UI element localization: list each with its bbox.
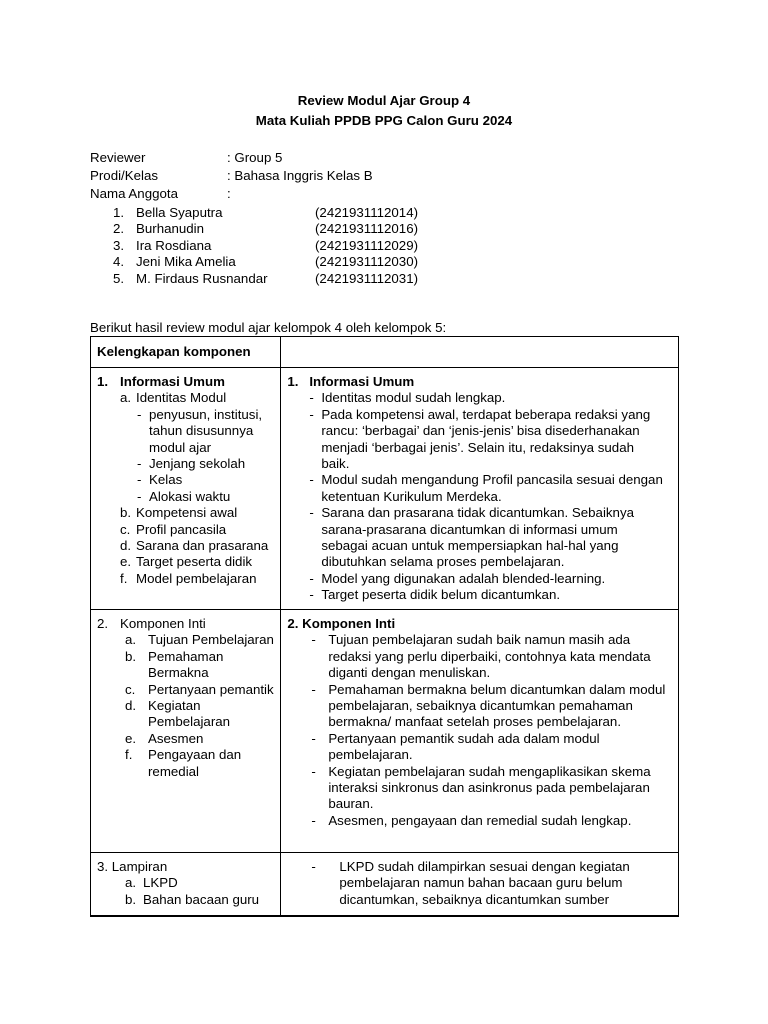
section-heading xyxy=(287,374,672,390)
member-name: M. Firdaus Rusnandar xyxy=(136,271,268,286)
review-list xyxy=(281,368,678,606)
list-item: - Alokasi waktu xyxy=(137,488,231,504)
component-list xyxy=(91,610,280,782)
table-header-row xyxy=(91,337,679,368)
review-cell xyxy=(281,368,679,610)
section-title: 3. Lampiran xyxy=(97,859,168,874)
header-cell-empty xyxy=(281,337,679,368)
list-item: f. Model pembelajaran xyxy=(120,570,257,586)
list-item: f. Pengayaan dan remedial xyxy=(125,747,242,779)
list-item: - penyusun, institusi, tahun disusunnya modul ajar xyxy=(137,406,263,455)
list-item: - Jenjang sekolah xyxy=(137,456,246,472)
list-item: - Modul sudah mengandung Profil pancasila sesuai dengan ketentuan Kurikulum Merdeka. xyxy=(309,472,663,504)
list-item: - Pada kompetensi awal, terdapat beberapa redaksi yang rancu: ‘berbagai’ dan ‘jenis-jenis’ bisa disederhanakan menjadi ‘berbagai jenis’. Selain itu, redaksinya sudah baik. xyxy=(309,406,651,472)
document-subtitle: Mata Kuliah PPDB PPG Calon Guru 2024 xyxy=(255,113,513,128)
list-item: - Pemahaman bermakna belum dicantumkan dalam modul pembelajaran, sebaiknya dicantumkan pemahaman bermakna/ manfaat setelah proses pembelajaran. xyxy=(311,681,666,730)
member-name: Bella Syaputra xyxy=(136,205,223,220)
review-list xyxy=(281,610,678,831)
list-item: b. Bahan bacaan guru xyxy=(125,891,260,907)
member-number: 2. xyxy=(113,221,125,236)
member-number: 3. xyxy=(113,238,125,253)
list-item: - Tujuan pembelajaran sudah baik namun masih ada redaksi yang perlu diperbaiki, contohnya kata mendata diganti dengan menuliskan. xyxy=(311,632,651,681)
list-item: - Asesmen, pengayaan dan remedial sudah lengkap. xyxy=(311,812,632,828)
list-item: d. Sarana dan prasarana xyxy=(120,538,269,554)
component-cell xyxy=(91,853,281,916)
list-item: e. Target peserta didik xyxy=(120,554,253,570)
section-heading xyxy=(97,374,274,390)
section-title: Komponen Inti xyxy=(120,616,206,631)
list-item: - Pertanyaan pemantik sudah ada dalam modul pembelajaran. xyxy=(311,730,600,763)
component-list xyxy=(91,853,280,910)
table-row xyxy=(91,853,679,916)
member-name: Burhanudin xyxy=(136,221,205,236)
member-id: (2421931112029) xyxy=(315,238,419,253)
section-title: Informasi Umum xyxy=(309,374,415,389)
component-cell xyxy=(91,610,281,853)
member-id: (2421931112030) xyxy=(315,254,419,269)
section-number: 1. xyxy=(287,374,299,389)
prodi-value: : Bahasa Inggris Kelas B xyxy=(227,168,373,183)
review-table xyxy=(90,336,679,917)
review-cell xyxy=(281,853,679,916)
header-label: Kelengkapan komponen xyxy=(97,344,251,359)
member-number: 1. xyxy=(113,205,125,220)
member-id: (2421931112016) xyxy=(315,221,419,236)
list-item: a. Identitas Modul xyxy=(120,390,227,406)
list-item: - LKPD sudah dilampirkan sesuai dengan kegiatan pembelajaran namun bahan bacaan guru belum dicantumkan, sebaiknya dicantumkan sumber xyxy=(311,859,630,907)
member-name: Jeni Mika Amelia xyxy=(136,254,236,269)
list-item: c. Pertanyaan pemantik xyxy=(125,681,274,697)
section-number: 2. xyxy=(97,616,109,631)
list-item: - Identitas modul sudah lengkap. xyxy=(309,390,506,406)
member-number: 4. xyxy=(113,254,125,269)
member-name: Ira Rosdiana xyxy=(136,238,212,253)
list-item: e. Asesmen xyxy=(125,730,204,746)
list-item: - Target peserta didik belum dicantumkan. xyxy=(309,587,561,603)
member-id: (2421931112031) xyxy=(315,271,419,286)
reviewer-label: Reviewer xyxy=(90,150,146,165)
list-item: - Kelas xyxy=(137,472,183,488)
prodi-label: Prodi/Kelas xyxy=(90,168,158,183)
list-item: a. Tujuan Pembelajaran xyxy=(125,632,274,648)
member-number: 5. xyxy=(113,271,125,286)
section-title: Informasi Umum xyxy=(120,374,225,389)
reviewer-value: : Group 5 xyxy=(227,150,283,165)
table-row xyxy=(91,368,679,610)
member-id: (2421931112014) xyxy=(315,205,419,220)
list-item: b. Pemahaman Bermakna xyxy=(125,648,224,681)
review-list xyxy=(281,853,678,910)
list-item: - Sarana dan prasarana tidak dicantumkan. Sebaiknya sarana-prasarana dicantumkan di informasi umum sebagai acuan untuk mempersiapkan hal-hal yang dibutuhkan selama proses pembelajaran. xyxy=(309,505,634,570)
header-cell xyxy=(91,337,281,368)
section-heading xyxy=(97,616,274,632)
list-item: c. Profil pancasila xyxy=(120,521,227,537)
component-cell xyxy=(91,368,281,610)
list-item: b. Kompetensi awal xyxy=(120,505,238,521)
anggota-label: Nama Anggota xyxy=(90,186,178,201)
review-cell xyxy=(281,610,679,853)
list-item: - Kegiatan pembelajaran sudah mengaplikasikan skema interaksi sinkronus dan asinkronus pada pembelajaran bauran. xyxy=(311,763,651,812)
component-list xyxy=(91,368,280,589)
list-item: a. LKPD xyxy=(125,875,178,891)
anggota-value: : xyxy=(227,186,231,201)
list-item: - Model yang digunakan adalah blended-learning. xyxy=(309,570,606,586)
intro-text: Berikut hasil review modul ajar kelompok 4 oleh kelompok 5: xyxy=(90,320,447,335)
section-number: 1. xyxy=(97,374,109,389)
table-row xyxy=(91,610,679,853)
document-title: Review Modul Ajar Group 4 xyxy=(297,93,471,108)
list-item: d. Kegiatan Pembelajaran xyxy=(125,698,231,730)
section-title: 2. Komponen Inti xyxy=(287,616,396,631)
